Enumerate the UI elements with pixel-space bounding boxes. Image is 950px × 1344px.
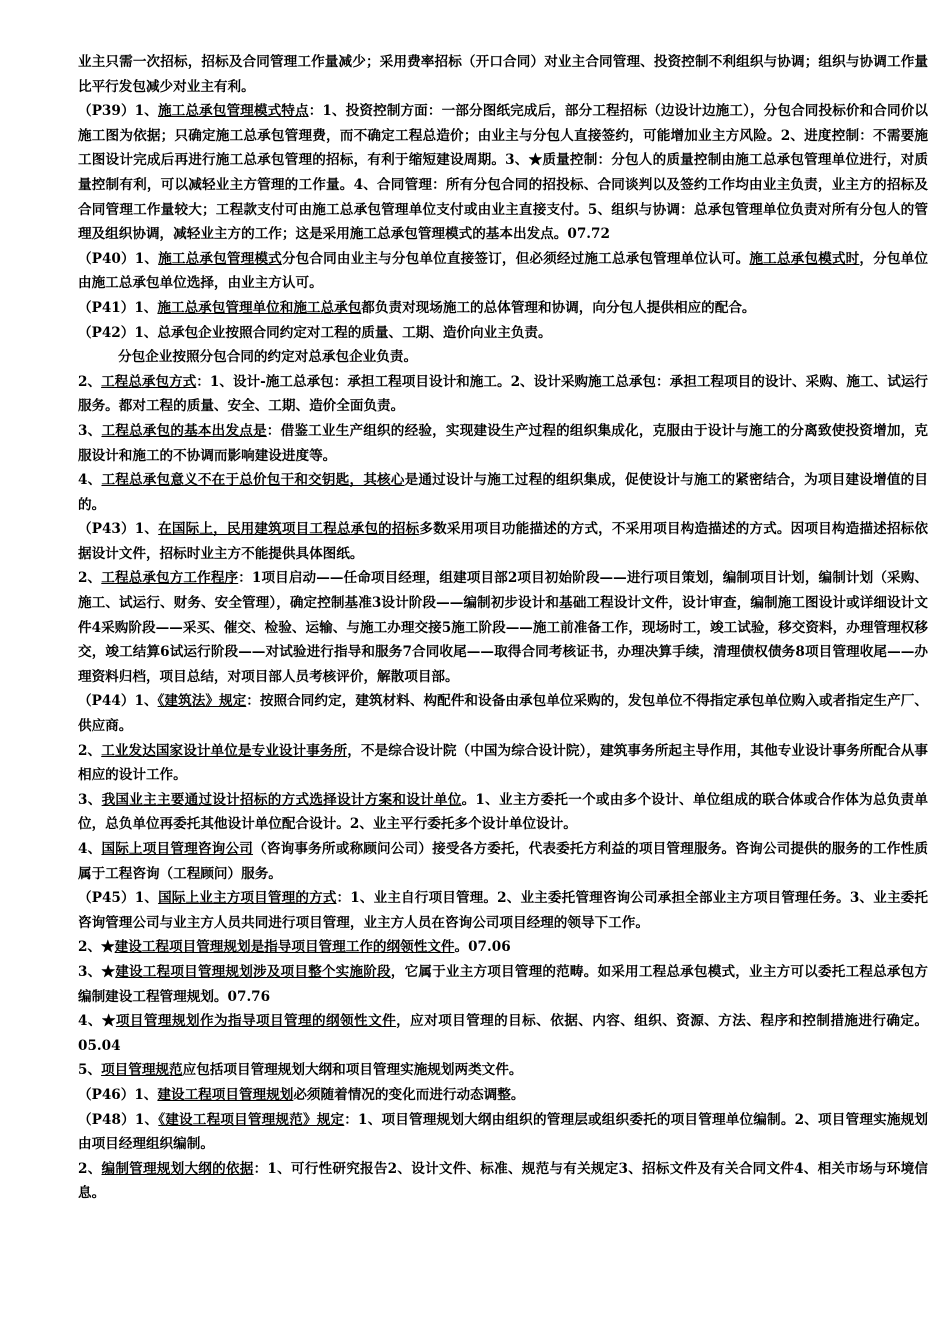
text-segment: ：按照合同约定，建筑材料、构配件和设备由承包单位采购的，发包单位不得指定承包单位购入或者指定生产厂、供应商。 bbox=[78, 693, 928, 735]
paragraph bbox=[78, 517, 928, 566]
underlined-text: 项目管理规范 bbox=[101, 1062, 183, 1079]
text-segment: 必须随着情况的变化而进行动态调整。 bbox=[293, 1086, 525, 1103]
paragraph bbox=[78, 99, 928, 247]
text-segment: 3、 bbox=[78, 422, 102, 439]
text-segment: （P42）1、总承包企业按照合同约定对工程的质量、工期、造价向业主负责。 bbox=[78, 324, 552, 341]
paragraph bbox=[78, 345, 928, 370]
text-segment: ：1、项目管理规划大纲由组织的管理层或组织委托的项目管理单位编制。2、项目管理实施规划由项目经理组织编制。 bbox=[78, 1111, 928, 1153]
paragraph bbox=[78, 370, 928, 419]
text-segment: 都负责对现场施工的总体管理和协调，向分包人提供相应的配合。 bbox=[361, 299, 756, 316]
text-segment: 2、 bbox=[78, 373, 102, 390]
underlined-text: 施工总承包管理单位和施工总承包 bbox=[157, 299, 362, 316]
underlined-text: 编制管理规划大纲的依据 bbox=[101, 1160, 254, 1177]
text-segment: ：1、业主自行项目管理。2、业主委托管理咨询公司承担全部业主方项目管理任务。3、业主委托咨询管理公司与业主方人员共同进行项目管理，业主方人员在咨询公司项目经理的领导下工作。 bbox=[78, 890, 929, 931]
paragraph bbox=[78, 739, 928, 788]
underlined-text: 工程总承包方式 bbox=[101, 373, 197, 390]
text-segment: 应包括项目管理规划大纲和项目管理实施规划两类文件。 bbox=[182, 1062, 523, 1079]
text-segment: （P46）1、 bbox=[78, 1086, 158, 1103]
text-segment: （P48）1、 bbox=[78, 1111, 159, 1128]
text-segment: （P39）1、 bbox=[78, 103, 158, 120]
underlined-text: 工程总承包意义不在于总价包干和交钥匙，其核心 bbox=[101, 472, 405, 489]
text-segment: ，不是综合设计院（中国为综合设计院），建筑事务所起主导作用，其他专业设计事务所配合从事相应的设计工作。 bbox=[78, 742, 928, 784]
text-segment: （P45）1、 bbox=[78, 890, 159, 907]
paragraph bbox=[78, 689, 928, 738]
text-segment: 5、 bbox=[78, 1062, 102, 1079]
underlined-text: 国际上项目管理咨询公司 bbox=[101, 841, 254, 857]
text-segment: 4、★ bbox=[78, 1013, 116, 1030]
paragraph bbox=[78, 419, 928, 468]
underlined-text: 工程总承包方工作程序 bbox=[101, 570, 239, 587]
paragraph bbox=[78, 1083, 928, 1108]
text-segment: ，它属于业主方项目管理的范畴。如采用工程总承包模式，业主方可以委托工程总承包方编制建设工程管理规划。07.76 bbox=[78, 963, 928, 1005]
paragraph bbox=[78, 886, 928, 935]
underlined-text: 我国业主主要通过设计招标的方式选择设计方案和设计单位 bbox=[101, 791, 462, 808]
paragraph bbox=[78, 837, 928, 886]
underlined-text: 项目管理规划作为指导项目管理的纲领性文件 bbox=[115, 1013, 397, 1030]
text-segment: （P40）1、 bbox=[78, 250, 159, 267]
paragraph bbox=[78, 1009, 928, 1058]
underlined-text: 建设工程项目管理规划是指导项目管理工作的纲领性文件 bbox=[114, 939, 455, 956]
text-segment: 业主只需一次招标，招标及合同管理工作量减少；采用费率招标（开口合同）对业主合同管理、投资控制不利组织与协调；组织与协调工作量比平行发包减少对业主有利。 bbox=[78, 54, 928, 95]
underlined-text: 工业发达国家设计单位是专业设计事务所 bbox=[101, 742, 348, 759]
paragraph bbox=[78, 566, 928, 689]
underlined-text: 施工总承包管理模式特点 bbox=[157, 103, 309, 120]
paragraph bbox=[78, 935, 928, 960]
text-segment: ，应对项目管理的目标、依据、内容、组织、资源、方法、程序和控制措施进行确定。05.04 bbox=[78, 1013, 929, 1054]
text-segment: ：借鉴工业生产组织的经验，实现建设生产过程的组织集成化，克服由于设计与施工的分离致使投资增加，克服设计和施工的不协调而影响建设进度等。 bbox=[78, 422, 929, 464]
text-segment: 多数采用项目功能描述的方式，不采用项目构造描述的方式。因项目构造描述招标依据设计文件，招标时业主方不能提供具体图纸。 bbox=[78, 521, 929, 562]
text-segment: ：1、设计-施工总承包：承担工程项目设计和施工。2、设计采购施工总承包：承担工程项目的设计、采购、施工、试运行服务。都对工程的质量、安全、工期、造价全面负责。 bbox=[78, 373, 929, 415]
paragraph bbox=[78, 1058, 928, 1083]
text-segment: 。07.06 bbox=[454, 939, 511, 956]
text-segment: ：1、投资控制方面：一部分图纸完成后，部分工程招标（边设计边施工），分包合同投标价和合同价以施工图为依据；只确定施工总承包管理费，而不确定工程总造价；由业主与分包人直接签约，可能增加业主方风险。2、进度控制：不需要施工图设计完成后再进行施工总承包管理的招标，有利于缩短建设周期。3、★质量控制：分包人的质量控制由施工总承包管理单位进行，对质量控制有利，可以减轻业主方管理的工作量。4、合同管理：所有分包合同的招投标、合同谈判以及签约工作均由业主负责，业主方的招标及合同管理工作量较大；工程款支付可由施工总承包管理单位支付或由业主直接支付。5、组织与协调：总承包管理单位负责对所有分包人的管理及组织协调，减轻业主方的工作；这是采用施工总承包管理模式的基本出发点。07.72 bbox=[78, 103, 929, 243]
text-segment: 是通过设计与施工过程的组织集成，促使设计与施工的紧密结合，为项目建设增值的目的。 bbox=[78, 472, 928, 513]
paragraph bbox=[78, 1108, 928, 1157]
text-segment: ，分包单位由施工总承包单位选择，由业主方认可。 bbox=[78, 250, 929, 292]
paragraph bbox=[78, 960, 928, 1009]
text-segment: 分包企业按照分包合同的约定对总承包企业负责。 bbox=[118, 349, 418, 366]
text-segment: ：1项目启动——任命项目经理，组建项目部2项目初始阶段——进行项目策划，编制项目计划，编制计划（采购、施工、试运行、财务、安全管理），确定控制基准3设计阶段——编制初步设计和基础工程设计文件，设计审查，编制施工图设计或详细设计文件4采购阶段——采买、催交、检验、运输、与施工办理交接5施工阶段——施工前准备工作，现场时工，竣工试验，移交资料，办理管理权移交，竣工结算6试运行阶段——对试验进行指导和服务7合同收尾——取得合同考核证书，办理决算手续，清理债权债务8项目管理收尾——办理资料归档，项目总结，对项目部人员考核评价，解散项目部。 bbox=[78, 570, 928, 685]
underlined-text: 施工总承包管理模式 bbox=[158, 250, 282, 267]
paragraph bbox=[78, 50, 928, 99]
text-segment: 2、 bbox=[78, 742, 102, 759]
underlined-text: 《建设工程项目管理规范》规定 bbox=[158, 1111, 345, 1128]
underlined-text: 《建筑法》规定 bbox=[157, 693, 247, 710]
text-segment: 4、 bbox=[78, 472, 102, 489]
underlined-text: 在国际上，民用建筑项目工程总承包的招标 bbox=[158, 521, 420, 538]
underlined-text: 施工总承包模式时 bbox=[749, 250, 860, 267]
text-segment: 2、 bbox=[78, 570, 102, 587]
paragraph bbox=[78, 468, 928, 517]
paragraph bbox=[78, 788, 928, 837]
underlined-text: 工程总承包的基本出发点是 bbox=[101, 422, 267, 439]
underlined-text: 建设工程项目管理规划 bbox=[157, 1086, 294, 1103]
paragraph bbox=[78, 247, 928, 296]
text-segment: ：1、可行性研究报告2、设计文件、标准、规范与有关规定3、招标文件及有关合同文件4、相关市场与环境信息。 bbox=[78, 1160, 928, 1202]
underlined-text: 建设工程项目管理规划涉及项目整个实施阶段 bbox=[115, 963, 391, 980]
paragraph bbox=[78, 1157, 928, 1206]
text-segment: 4、 bbox=[78, 841, 102, 857]
paragraph bbox=[78, 321, 928, 346]
text-segment: （P43）1、 bbox=[78, 521, 159, 538]
text-segment: 分包合同由业主与分包单位直接签订，但必须经过施工总承包管理单位认可。 bbox=[281, 250, 750, 267]
text-segment: 3、 bbox=[78, 791, 102, 808]
text-segment: （P41）1、 bbox=[78, 299, 158, 316]
text-segment: （咨询事务所或称顾问公司）接受各方委托，代表委托方利益的项目管理服务。咨询公司提供的服务的工作性质属于工程咨询（工程顾问）服务。 bbox=[78, 841, 929, 882]
text-segment: （P44）1、 bbox=[78, 693, 158, 710]
text-segment: 3、★ bbox=[78, 963, 116, 980]
text-segment: 2、★ bbox=[78, 939, 115, 956]
paragraph bbox=[78, 296, 928, 321]
underlined-text: 国际上业主方项目管理的方式 bbox=[158, 890, 337, 907]
text-segment: 2、 bbox=[78, 1160, 102, 1177]
text-segment: 。1、业主方委托一个或由多个设计、单位组成的联合体或合作体为总负责单位，总负单位再委托其他设计单位配合设计。2、业主平行委托多个设计单位设计。 bbox=[78, 791, 928, 833]
